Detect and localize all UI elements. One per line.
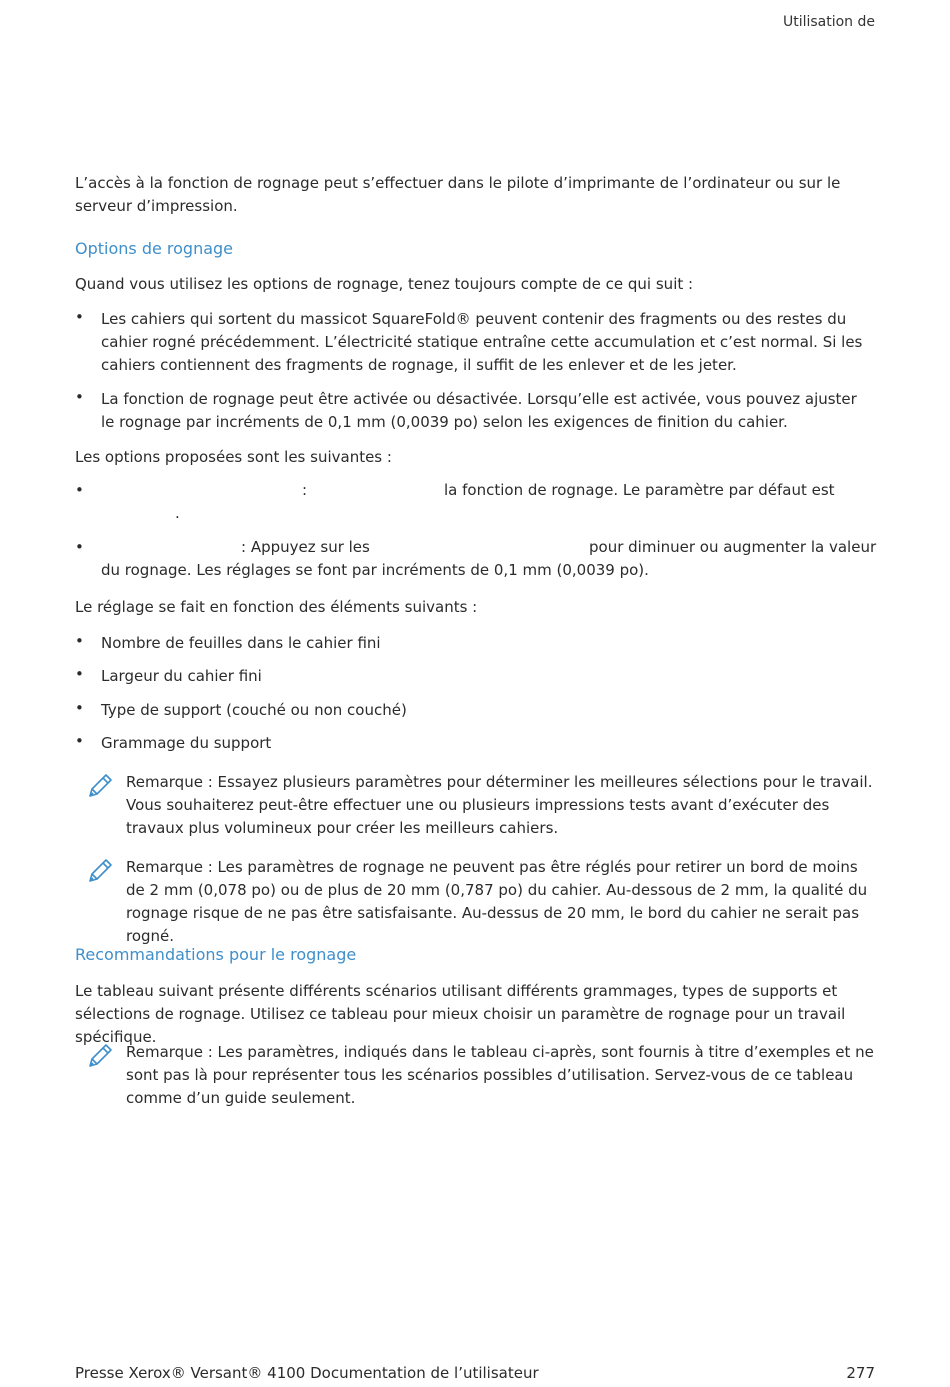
list-item: Grammage du support	[101, 734, 272, 752]
list-item: Nombre de feuilles dans le cahier fini	[101, 634, 381, 652]
pencil-icon	[86, 1042, 114, 1070]
option1-colon: :	[302, 481, 308, 499]
list-item: Type de support (couché ou non couché)	[101, 701, 407, 719]
option2-part2: pour diminuer ou augmenter la valeur	[589, 538, 877, 556]
factors-lead: Le réglage se fait en fonction des éléments suivants :	[75, 598, 478, 616]
bullet-dot: •	[75, 665, 84, 683]
note-text: Remarque : Les paramètres, indiqués dans le tableau ci-après, sont fournis à titre d’exemples et ne sont pas là pour représenter tous les scénarios possibles d’utilisation. Servez-vous de ce tableau comme d’un guide seulement.	[126, 1043, 874, 1107]
list-item: Largeur du cahier fini	[101, 667, 262, 685]
note-text: Remarque : Essayez plusieurs paramètres pour déterminer les meilleures sélections pour le travail. Vous souhaiterez peut-être effectuer une ou plusieurs impressions tests avant d’exécuter des travaux plus volumineux pour créer les meilleurs cahiers.	[126, 773, 873, 837]
pencil-icon	[86, 772, 114, 800]
option2-part1: : Appuyez sur les	[241, 538, 370, 556]
section-heading-options: Options de rognage	[75, 239, 234, 258]
bullet-dot: •	[75, 732, 84, 750]
section-heading-recommendations: Recommandations pour le rognage	[75, 945, 357, 964]
options-list-lead: Les options proposées sont les suivantes :	[75, 448, 392, 466]
bullet-dot: •	[75, 632, 84, 650]
running-head: Utilisation de	[782, 14, 875, 30]
bullet-dot: •	[75, 538, 84, 556]
bullet-dot: •	[75, 699, 84, 717]
bullet-dot: •	[75, 308, 84, 326]
option2-line2: du rognage. Les réglages se font par incréments de 0,1 mm (0,0039 po).	[101, 561, 649, 579]
footer-title: Presse Xerox® Versant® 4100 Documentation de l’utilisateur	[75, 1364, 539, 1382]
option1-period: .	[175, 504, 180, 522]
option1-text: la fonction de rognage. Le paramètre par défaut est	[444, 481, 835, 499]
list-item: Les cahiers qui sortent du massicot SquareFold® peuvent contenir des fragments ou des restes du cahier rogné précédemment. L’électricité statique entraîne cette accumulation et c’est normal. Si les cahiers contiennent des fragments de rognage, il suffit de les enlever et de les jeter.	[101, 310, 863, 374]
bullet-dot: •	[75, 481, 84, 499]
bullet-dot: •	[75, 388, 84, 406]
list-item: La fonction de rognage peut être activée ou désactivée. Lorsqu’elle est activée, vous pouvez ajuster le rognage par incréments de 0,1 mm (0,0039 po) selon les exigences de finition du cahier.	[101, 390, 857, 431]
recommendations-paragraph: Le tableau suivant présente différents scénarios utilisant différents grammages, types de supports et sélections de rognage. Utilisez ce tableau pour mieux choisir un paramètre de rognage pour un travail spécifique.	[75, 982, 846, 1046]
options-lead: Quand vous utilisez les options de rognage, tenez toujours compte de ce qui suit :	[75, 275, 694, 293]
pencil-icon	[86, 857, 114, 885]
page-number: 277	[846, 1364, 875, 1382]
intro-paragraph: L’accès à la fonction de rognage peut s’effectuer dans le pilote d’imprimante de l’ordinateur ou sur le serveur d’impression.	[75, 174, 841, 215]
note-text: Remarque : Les paramètres de rognage ne peuvent pas être réglés pour retirer un bord de moins de 2 mm (0,078 po) ou de plus de 20 mm (0,787 po) du cahier. Au-dessous de 2 mm, la qualité du rognage risque de ne pas être satisfaisante. Au-dessus de 20 mm, le bord du cahier ne serait pas rogné.	[126, 858, 868, 945]
